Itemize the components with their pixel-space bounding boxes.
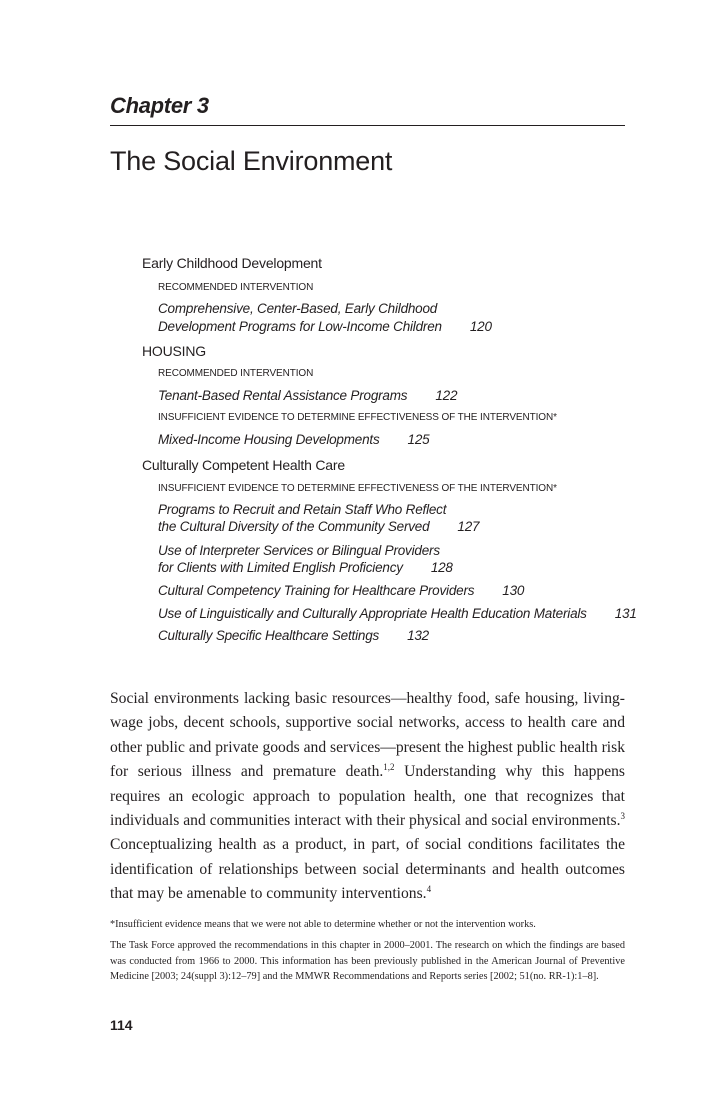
toc-entry-education-materials[interactable]	[158, 605, 637, 622]
citation-superscript: 3	[620, 811, 625, 822]
toc-page-number: 130	[502, 583, 525, 598]
toc-label-insufficient: INSUFFICIENT EVIDENCE TO DETERMINE EFFECTIVENESS OF THE INTERVENTION*	[158, 483, 557, 494]
citation-superscript: 4	[426, 884, 432, 895]
toc-page-number: 131	[614, 606, 637, 621]
toc-entry-tenant-rental[interactable]	[158, 387, 457, 404]
toc-page-number: 122	[435, 388, 458, 403]
toc-entry-text: Mixed-Income Housing Developments	[158, 432, 380, 447]
body-text-part: Understanding why this happens requires an ecologic approach to population health, one that recognizes that individuals and communities interact with their physical and social environments.	[110, 763, 625, 830]
body-text-part: Conceptualizing health as a product, in part, of social conditions facilitates the identification of relationships between social determinants and health outcomes that may be amenable to community interventions.	[110, 836, 625, 903]
toc-page-number: 120	[469, 319, 492, 334]
page-number: 114	[110, 1017, 133, 1033]
chapter-title: The Social Environment	[110, 146, 393, 176]
toc-page-number: 125	[407, 432, 430, 447]
toc-label-insufficient: INSUFFICIENT EVIDENCE TO DETERMINE EFFECTIVENESS OF THE INTERVENTION*	[158, 412, 557, 423]
toc-label-recommended: RECOMMENDED INTERVENTION	[158, 282, 314, 293]
toc-entry-early-childhood-line1[interactable]: Comprehensive, Center-Based, Early Childhood	[158, 301, 438, 316]
toc-entry-healthcare-settings[interactable]	[158, 627, 429, 644]
footnote: *Insufficient evidence means that we were not able to determine whether or not the intervention works.	[110, 919, 536, 930]
toc-entry-recruit-staff-line2[interactable]	[158, 518, 479, 535]
toc-entry-text: Culturally Specific Healthcare Settings	[158, 628, 380, 643]
toc-entry-text: Cultural Competency Training for Healthcare Providers	[158, 583, 475, 598]
chapter-label: Chapter 3	[110, 93, 209, 118]
citation-superscript: 1,2	[383, 762, 395, 773]
toc-entry-text: Tenant-Based Rental Assistance Programs	[158, 388, 408, 403]
toc-entry-text: Development Programs for Low-Income Children	[158, 319, 442, 334]
toc-entry-text: the Cultural Diversity of the Community Served	[158, 519, 430, 534]
toc-entry-competency-training[interactable]	[158, 582, 524, 599]
toc-entry-text: Use of Linguistically and Culturally Appropriate Health Education Materials	[158, 606, 587, 621]
toc-section-early-childhood: Early Childhood Development	[142, 255, 322, 271]
toc-entry-recruit-staff-line1[interactable]: Programs to Recruit and Retain Staff Who Reflect	[158, 502, 447, 517]
toc-page-number: 128	[430, 560, 453, 575]
toc-section-cultural: Culturally Competent Health Care	[142, 457, 345, 473]
toc-page-number: 132	[407, 628, 429, 643]
toc-entry-interpreter-line2[interactable]	[158, 559, 453, 576]
toc-entry-text: for Clients with Limited English Proficiency	[158, 560, 403, 575]
toc-section-housing: HOUSING	[142, 343, 206, 359]
body-paragraph	[110, 687, 625, 907]
toc-page-number: 127	[457, 519, 480, 534]
body-text-part: Social environments lacking basic resources—healthy food, safe housing, living-wage jobs, decent schools, supportive social networks, access to health care and other public and private goods and services—present the highest public health risk for serious illness and premature death.	[110, 690, 625, 781]
toc-label-recommended: RECOMMENDED INTERVENTION	[158, 368, 314, 379]
toc-entry-early-childhood-line2[interactable]	[158, 318, 492, 335]
chapter-rule	[110, 125, 625, 126]
toc-entry-interpreter-line1[interactable]: Use of Interpreter Services or Bilingual Providers	[158, 543, 440, 558]
publication-note: The Task Force approved the recommendations in this chapter in 2000–2001. The research on which the findings are based was conducted from 1966 to 2000. This information has been previously published in the American Journal of Preventive Medicine [2003; 24(suppl 3):12–79] and the MMWR Recommendations and Reports series [2002; 51(no. RR-1):1–8].	[110, 940, 625, 982]
toc-entry-mixed-income[interactable]	[158, 431, 429, 448]
